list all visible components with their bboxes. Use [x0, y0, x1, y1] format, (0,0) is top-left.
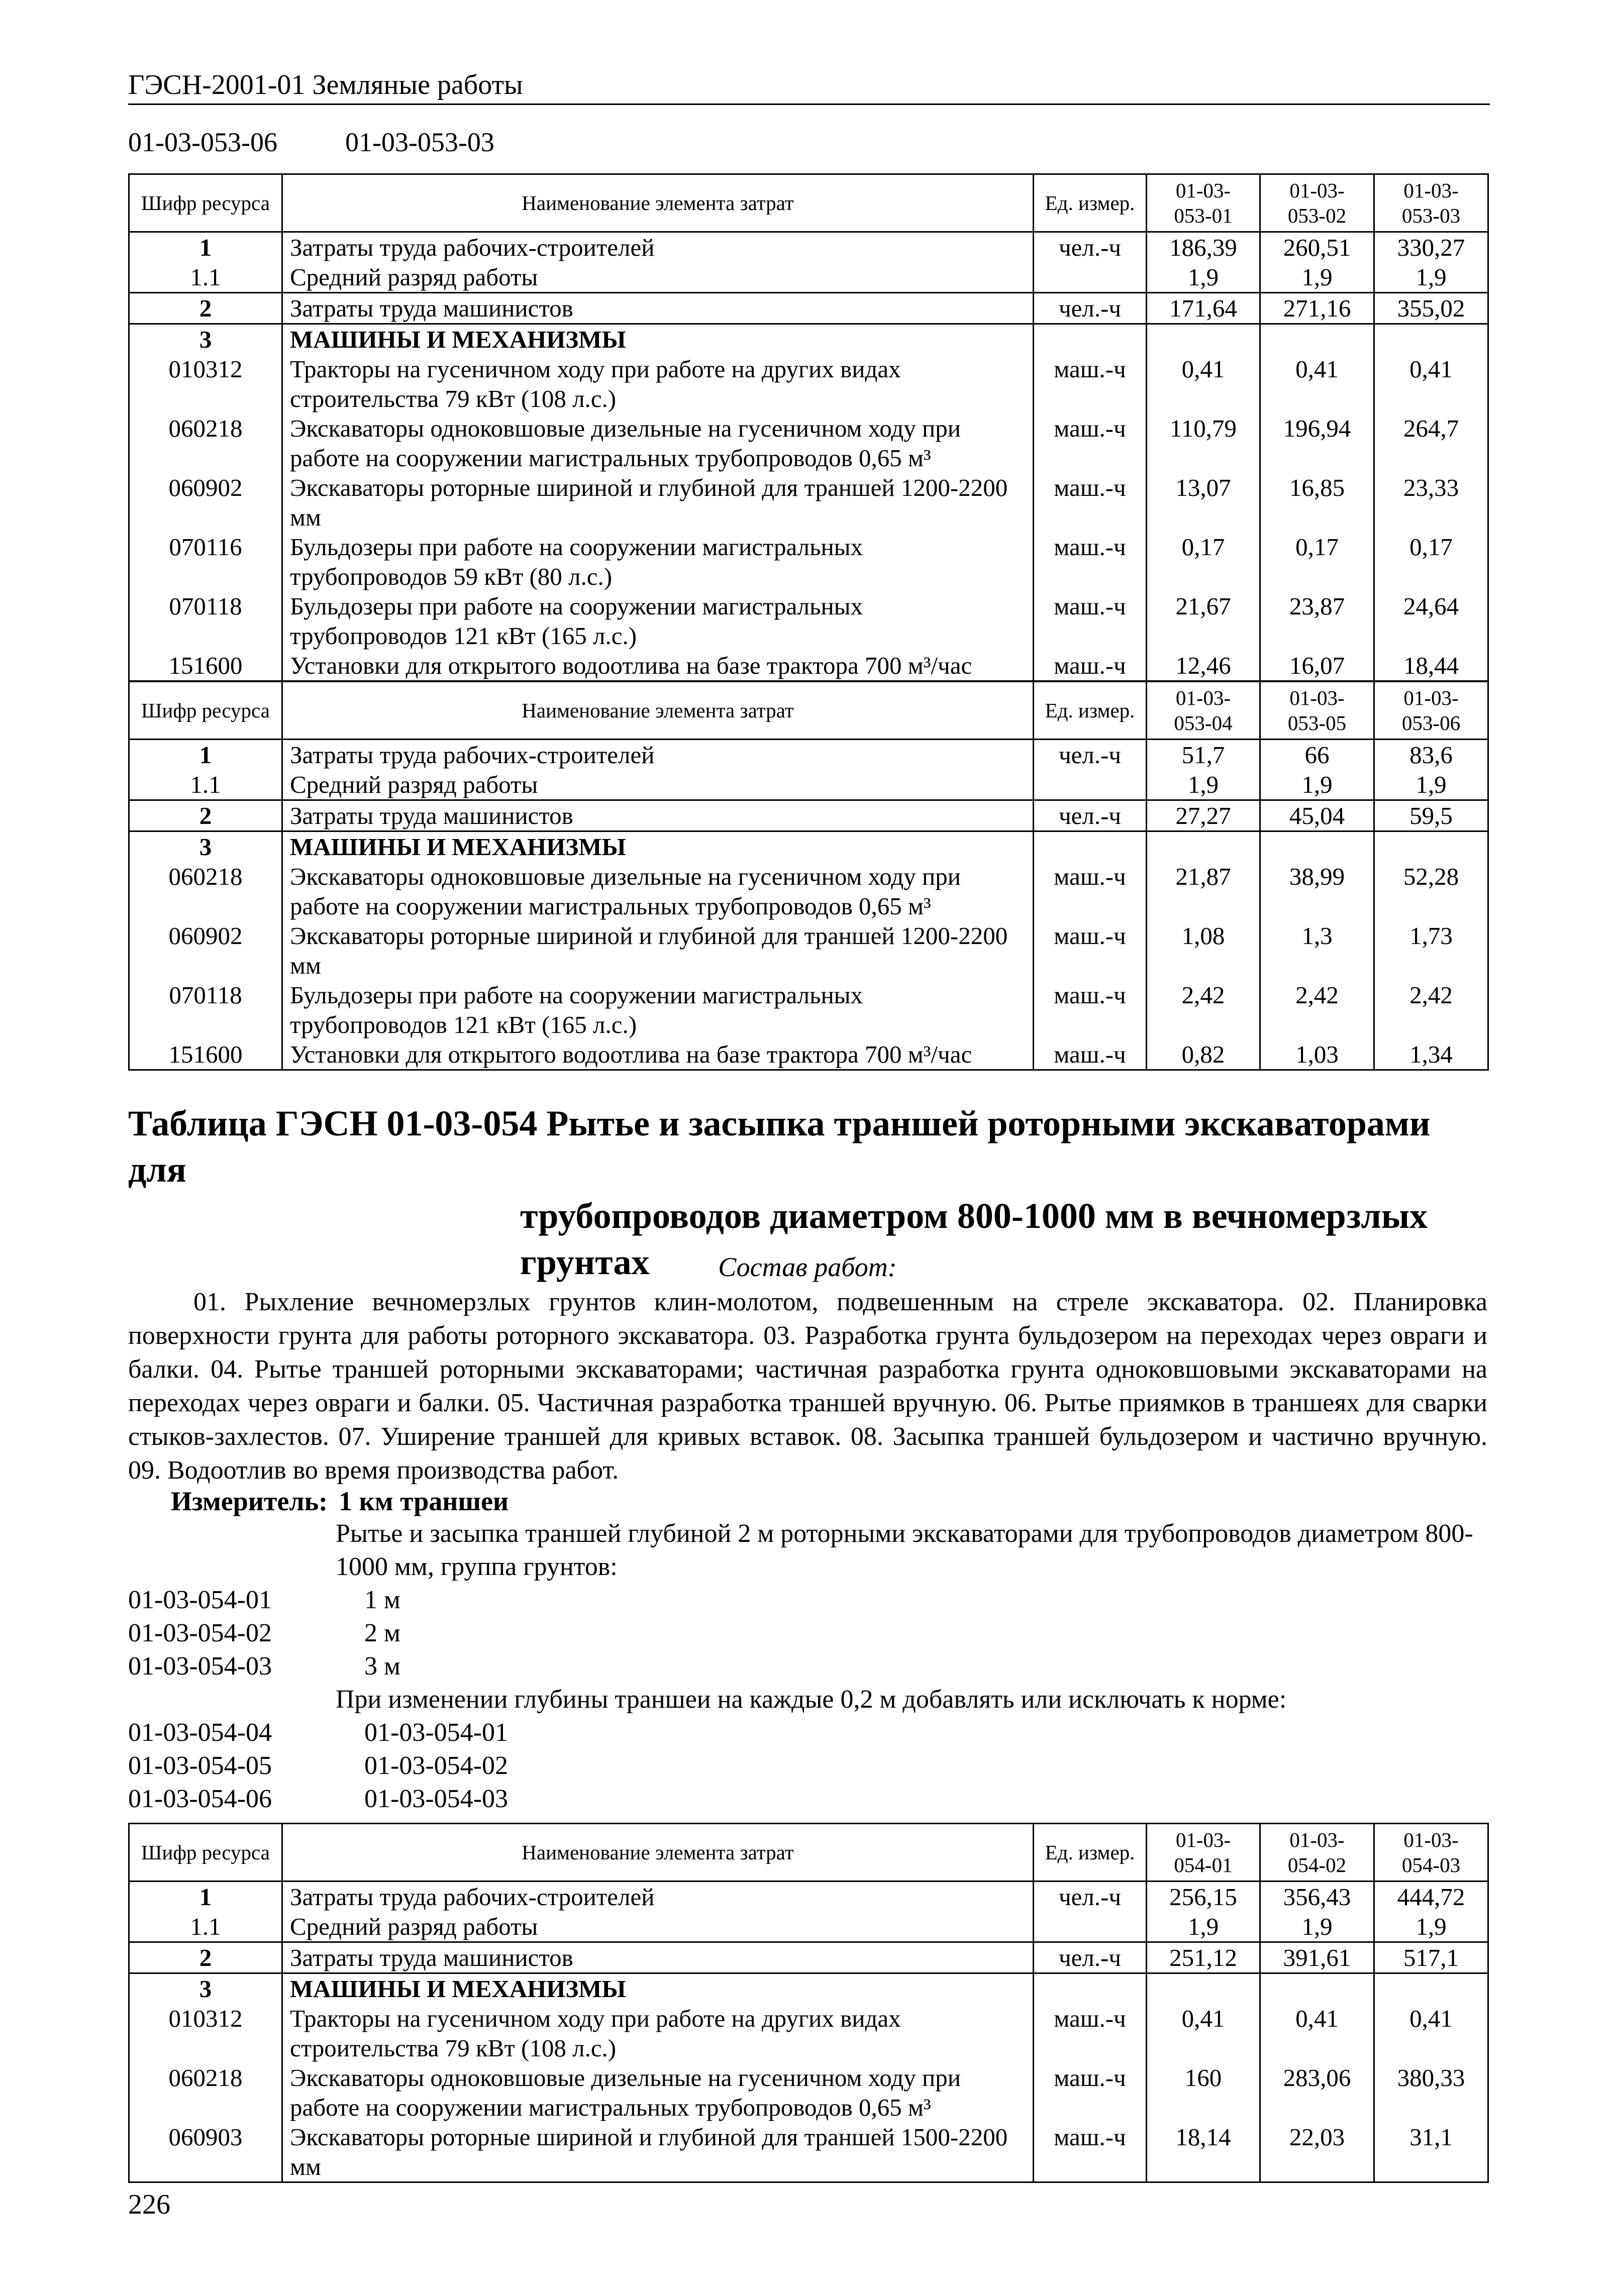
norm-value-cell: 1,3	[1260, 921, 1374, 980]
table-row	[129, 770, 1488, 800]
norm-value-cell: 0,41	[1260, 2004, 1374, 2063]
norm-value-cell: 16,85	[1260, 473, 1374, 532]
norm-value-cell: 21,87	[1147, 862, 1260, 921]
norm-value-cell: 12,46	[1147, 651, 1260, 681]
unit-cell	[1034, 324, 1147, 355]
resource-code-cell: 3	[129, 831, 282, 862]
resource-code-cell: 1	[129, 1882, 282, 1912]
norm-value-cell: 66	[1260, 740, 1374, 770]
unit-cell: маш.-ч	[1034, 532, 1147, 591]
resource-name-cell: Экскаваторы роторные шириной и глубиной для траншей 1200-2200 мм	[282, 921, 1034, 980]
measure-line	[171, 1485, 509, 1518]
resource-name-cell: Установки для открытого водоотлива на базе трактора 700 м³/час	[282, 1039, 1034, 1070]
resource-code-cell: 010312	[129, 354, 282, 413]
resource-code-cell: 070116	[129, 532, 282, 591]
norm-value-cell: 444,72	[1374, 1882, 1488, 1912]
table-row	[129, 921, 1488, 980]
unit-cell: маш.-ч	[1034, 862, 1147, 921]
table-row	[129, 293, 1488, 324]
unit-cell	[1034, 1973, 1147, 2004]
resource-name-cell: Экскаваторы одноковшовые дизельные на гусеничном ходу при работе на сооружении магистральных трубопроводов 0,65 м³	[282, 413, 1034, 473]
table-header-row	[129, 1824, 1488, 1882]
norm-range	[128, 126, 494, 159]
norm-value-cell: 186,39	[1147, 232, 1260, 263]
unit-cell: маш.-ч	[1034, 651, 1147, 681]
resource-name-cell: Экскаваторы одноковшовые дизельные на гусеничном ходу при работе на сооружении магистральных трубопроводов 0,65 м³	[282, 2063, 1034, 2122]
norm-value-cell: 0,17	[1260, 532, 1374, 591]
norm-line	[128, 1650, 400, 1683]
table-row	[129, 1039, 1488, 1070]
table-title-line1: Таблица ГЭСН 01-03-054 Рытье и засыпка траншей роторными экскаваторами для	[128, 1103, 1431, 1190]
unit-cell: маш.-ч	[1034, 2122, 1147, 2182]
norm-value-cell: 160	[1147, 2063, 1260, 2122]
running-title: ГЭСН-2001-01 Земляные работы	[128, 67, 1490, 105]
norm-value-cell: 271,16	[1260, 293, 1374, 324]
norm-line	[128, 1584, 400, 1617]
table-row	[129, 591, 1488, 651]
table-row	[129, 831, 1488, 862]
resource-code-cell: 151600	[129, 651, 282, 681]
norm-value-cell: 1,9	[1260, 262, 1374, 293]
unit-cell: чел.-ч	[1034, 1882, 1147, 1912]
unit-cell: чел.-ч	[1034, 293, 1147, 324]
resource-name-cell: Экскаваторы роторные шириной и глубиной для траншей 1200-2200 мм	[282, 473, 1034, 532]
col-header-code: Шифр ресурса	[129, 174, 282, 232]
table-row	[129, 473, 1488, 532]
col-header-name: Наименование элемента затрат	[282, 174, 1034, 232]
norm-value-cell: 18,14	[1147, 2122, 1260, 2182]
norm-value-cell: 1,08	[1147, 921, 1260, 980]
norm-value-cell	[1374, 324, 1488, 355]
resource-name-cell: Бульдозеры при работе на сооружении магистральных трубопроводов 121 кВт (165 л.с.)	[282, 980, 1034, 1039]
norm-value-cell: 1,9	[1147, 1912, 1260, 1942]
col-header-unit: Ед. измер.	[1034, 174, 1147, 232]
norm-value-cell: 21,67	[1147, 591, 1260, 651]
norm-value-cell	[1374, 1973, 1488, 2004]
resource-name-cell: Средний разряд работы	[282, 1912, 1034, 1942]
resource-code-cell: 060218	[129, 862, 282, 921]
page-number: 226	[128, 2189, 170, 2220]
norm-value-cell: 1,03	[1260, 1039, 1374, 1070]
unit-cell: чел.-ч	[1034, 740, 1147, 770]
norm-code: 01-03-054-02	[128, 1619, 272, 1647]
resource-name-cell: Затраты труда машинистов	[282, 800, 1034, 831]
norm-value-cell: 31,1	[1374, 2122, 1488, 2182]
col-header-norm: 01-03- 053-03	[1374, 174, 1488, 232]
resource-code-cell: 1.1	[129, 1912, 282, 1942]
norm-value-cell: 0,82	[1147, 1039, 1260, 1070]
resource-code-cell: 3	[129, 324, 282, 355]
unit-cell: маш.-ч	[1034, 2063, 1147, 2122]
norm-value-cell: 1,9	[1147, 770, 1260, 800]
norm-code: 01-03-054-05	[128, 1751, 272, 1780]
norm-value: 3 м	[364, 1652, 400, 1681]
composition-text: 01. Рыхление вечномерзлых грунтов клин-молотом, подвешенным на стреле экскаватора. 02. Планировка поверхности грунта для работы роторного экскаватора. 03. Разработка грунта бульдозером на переходах через овраги и балки. 04. Рытье траншей роторными экскаваторами; частичная разработка грунта одноковшовыми экскаваторами на переходах через овраги и балки. 05. Частичная разработка траншей вручную. 06. Рытье приямков в траншеях для сварки стыков-захлестов. 07. Уширение траншей для кривых вставок. 08. Засыпка траншей бульдозером и частично вручную. 09. Водоотлив во время производства работ.	[128, 1288, 1487, 1485]
norm-line	[128, 1716, 508, 1749]
norm-value-cell	[1260, 831, 1374, 862]
table-row	[129, 2122, 1488, 2182]
norm-value: 2 м	[364, 1619, 400, 1647]
table-row	[129, 740, 1488, 770]
norm-value-cell: 1,9	[1374, 262, 1488, 293]
col-header-norm: 01-03- 054-02	[1260, 1824, 1374, 1882]
norm-value-cell: 0,17	[1374, 532, 1488, 591]
norm-value-cell: 1,9	[1374, 1912, 1488, 1942]
resource-table-053-04-06	[128, 681, 1489, 1071]
resource-code-cell: 3	[129, 1973, 282, 2004]
resource-name-cell: Экскаваторы роторные шириной и глубиной для траншей 1500-2200 мм	[282, 2122, 1034, 2182]
col-header-norm: 01-03- 054-03	[1374, 1824, 1488, 1882]
norm-value: 01-03-054-02	[364, 1751, 508, 1780]
table-row	[129, 413, 1488, 473]
norm-value-cell	[1147, 1973, 1260, 2004]
norm-value-cell: 2,42	[1374, 980, 1488, 1039]
measure-value: 1 км траншеи	[339, 1486, 509, 1516]
unit-cell	[1034, 262, 1147, 293]
norm-value-cell: 256,15	[1147, 1882, 1260, 1912]
col-header-unit: Ед. измер.	[1034, 1824, 1147, 1882]
unit-cell	[1034, 831, 1147, 862]
norm-value-cell: 356,43	[1260, 1882, 1374, 1912]
col-header-unit: Ед. измер.	[1034, 682, 1147, 740]
norm-description: Рытье и засыпка траншей глубиной 2 м роторными экскаваторами для трубопроводов диаметром 800-1000 мм, группа грунтов:	[336, 1519, 1473, 1581]
resource-name-cell: Затраты труда рабочих-строителей	[282, 232, 1034, 263]
unit-cell: маш.-ч	[1034, 354, 1147, 413]
resource-code-cell: 2	[129, 1942, 282, 1973]
unit-cell: маш.-ч	[1034, 473, 1147, 532]
unit-cell: маш.-ч	[1034, 413, 1147, 473]
norm-value-cell: 24,64	[1374, 591, 1488, 651]
norm-value-cell: 23,87	[1260, 591, 1374, 651]
table-header-row	[129, 682, 1488, 740]
resource-code-cell: 010312	[129, 2004, 282, 2063]
norm-value-cell: 0,41	[1374, 2004, 1488, 2063]
resource-name-cell: Затраты труда машинистов	[282, 293, 1034, 324]
norm-code: 01-03-054-01	[128, 1586, 272, 1614]
resource-name-cell: Средний разряд работы	[282, 262, 1034, 293]
norm-value-cell: 1,34	[1374, 1039, 1488, 1070]
resource-code-cell: 151600	[129, 1039, 282, 1070]
norm-value-cell: 2,42	[1147, 980, 1260, 1039]
norm-value: 1 м	[364, 1586, 400, 1614]
norm-value-cell: 45,04	[1260, 800, 1374, 831]
norm-value-cell: 0,41	[1374, 354, 1488, 413]
resource-table-053-01-03	[128, 173, 1489, 682]
measure-label: Измеритель:	[171, 1486, 328, 1516]
norm-value-cell: 27,27	[1147, 800, 1260, 831]
norm-value: 01-03-054-01	[364, 1718, 508, 1747]
table-row	[129, 262, 1488, 293]
norm-value-cell: 391,61	[1260, 1942, 1374, 1973]
resource-name-cell: Бульдозеры при работе на сооружении магистральных трубопроводов 121 кВт (165 л.с.)	[282, 591, 1034, 651]
resource-name-cell: Бульдозеры при работе на сооружении магистральных трубопроводов 59 кВт (80 л.с.)	[282, 532, 1034, 591]
resource-code-cell: 1.1	[129, 770, 282, 800]
unit-cell: чел.-ч	[1034, 800, 1147, 831]
norm-value-cell: 13,07	[1147, 473, 1260, 532]
col-header-norm: 01-03- 053-05	[1260, 682, 1374, 740]
norm-value-cell: 380,33	[1374, 2063, 1488, 2122]
norm-line	[128, 1783, 508, 1816]
resource-name-cell: Средний разряд работы	[282, 770, 1034, 800]
table-row	[129, 1882, 1488, 1912]
col-header-norm: 01-03- 053-04	[1147, 682, 1260, 740]
norm-value-cell: 283,06	[1260, 2063, 1374, 2122]
unit-cell	[1034, 1912, 1147, 1942]
norm-value-cell: 260,51	[1260, 232, 1374, 263]
table-row	[129, 324, 1488, 355]
norm-value-cell	[1260, 324, 1374, 355]
resource-code-cell: 1.1	[129, 262, 282, 293]
table-row	[129, 2004, 1488, 2063]
col-header-norm: 01-03- 053-02	[1260, 174, 1374, 232]
resource-name-cell: МАШИНЫ И МЕХАНИЗМЫ	[282, 1973, 1034, 2004]
col-header-norm: 01-03- 053-06	[1374, 682, 1488, 740]
norm-value-cell: 38,99	[1260, 862, 1374, 921]
norm-value-cell	[1147, 831, 1260, 862]
unit-cell: маш.-ч	[1034, 1039, 1147, 1070]
resource-name-cell: Установки для открытого водоотлива на базе трактора 700 м³/час	[282, 651, 1034, 681]
norm-value-cell: 23,33	[1374, 473, 1488, 532]
table-row	[129, 1912, 1488, 1942]
norm-value-cell	[1147, 324, 1260, 355]
norm-code: 01-03-054-04	[128, 1718, 272, 1747]
norm-value-cell: 83,6	[1374, 740, 1488, 770]
table-row	[129, 1973, 1488, 2004]
norm-change-description: При изменении глубины траншеи на каждые 0,2 м добавлять или исключать к норме:	[336, 1685, 1287, 1714]
norm-value-cell: 59,5	[1374, 800, 1488, 831]
col-header-code: Шифр ресурса	[129, 682, 282, 740]
norm-value-cell: 355,02	[1374, 293, 1488, 324]
norm-value: 01-03-054-03	[364, 1785, 508, 1813]
resource-name-cell: Затраты труда рабочих-строителей	[282, 740, 1034, 770]
unit-cell	[1034, 770, 1147, 800]
norm-value-cell: 1,73	[1374, 921, 1488, 980]
col-header-name: Наименование элемента затрат	[282, 1824, 1034, 1882]
unit-cell: маш.-ч	[1034, 591, 1147, 651]
resource-code-cell: 060902	[129, 921, 282, 980]
resource-code-cell: 2	[129, 293, 282, 324]
norm-line	[128, 1617, 400, 1650]
range-to: 01-03-053-03	[345, 127, 494, 157]
norm-value-cell: 251,12	[1147, 1942, 1260, 1973]
norm-value-cell: 171,64	[1147, 293, 1260, 324]
col-header-code: Шифр ресурса	[129, 1824, 282, 1882]
resource-code-cell: 1	[129, 232, 282, 263]
norm-value-cell: 517,1	[1374, 1942, 1488, 1973]
table-header-row	[129, 174, 1488, 232]
table-row	[129, 354, 1488, 413]
norm-code: 01-03-054-03	[128, 1652, 272, 1681]
norm-value-cell: 0,17	[1147, 532, 1260, 591]
unit-cell: маш.-ч	[1034, 921, 1147, 980]
norm-value-cell	[1374, 831, 1488, 862]
norm-value-cell: 16,07	[1260, 651, 1374, 681]
resource-name-cell: МАШИНЫ И МЕХАНИЗМЫ	[282, 831, 1034, 862]
table-row	[129, 1942, 1488, 1973]
col-header-norm: 01-03- 054-01	[1147, 1824, 1260, 1882]
table-row	[129, 2063, 1488, 2122]
norm-line	[128, 1749, 508, 1783]
norm-code: 01-03-054-06	[128, 1785, 272, 1813]
resource-name-cell: Тракторы на гусеничном ходу при работе на других видах строительства 79 кВт (108 л.с.)	[282, 2004, 1034, 2063]
table-title-line2: трубопроводов диаметром 800-1000 мм в вечномерзлых грунтах	[520, 1196, 1428, 1282]
resource-name-cell: МАШИНЫ И МЕХАНИЗМЫ	[282, 324, 1034, 355]
table-row	[129, 651, 1488, 681]
resource-code-cell: 060903	[129, 2122, 282, 2182]
norm-value-cell: 0,41	[1147, 354, 1260, 413]
resource-name-cell: Затраты труда машинистов	[282, 1942, 1034, 1973]
resource-code-cell: 070118	[129, 980, 282, 1039]
unit-cell: маш.-ч	[1034, 980, 1147, 1039]
resource-table-054	[128, 1823, 1489, 2183]
resource-code-cell: 1	[129, 740, 282, 770]
table-row	[129, 800, 1488, 831]
table-row	[129, 532, 1488, 591]
norm-value-cell: 22,03	[1260, 2122, 1374, 2182]
norm-value-cell: 2,42	[1260, 980, 1374, 1039]
table-row	[129, 862, 1488, 921]
range-from: 01-03-053-06	[128, 127, 277, 157]
unit-cell: чел.-ч	[1034, 232, 1147, 263]
resource-code-cell: 060218	[129, 413, 282, 473]
table-row	[129, 232, 1488, 263]
norm-value-cell: 0,41	[1147, 2004, 1260, 2063]
resource-code-cell: 070118	[129, 591, 282, 651]
unit-cell: маш.-ч	[1034, 2004, 1147, 2063]
resource-name-cell: Затраты труда рабочих-строителей	[282, 1882, 1034, 1912]
norm-value-cell: 330,27	[1374, 232, 1488, 263]
col-header-norm: 01-03- 053-01	[1147, 174, 1260, 232]
resource-name-cell: Экскаваторы одноковшовые дизельные на гусеничном ходу при работе на сооружении магистральных трубопроводов 0,65 м³	[282, 862, 1034, 921]
norm-value-cell: 51,7	[1147, 740, 1260, 770]
norm-value-cell: 264,7	[1374, 413, 1488, 473]
norm-value-cell: 52,28	[1374, 862, 1488, 921]
norm-value-cell: 1,9	[1374, 770, 1488, 800]
norm-value-cell: 0,41	[1260, 354, 1374, 413]
composition-heading: Состав работ:	[718, 1252, 897, 1282]
resource-code-cell: 2	[129, 800, 282, 831]
norm-value-cell: 1,9	[1147, 262, 1260, 293]
resource-code-cell: 060218	[129, 2063, 282, 2122]
norm-value-cell: 196,94	[1260, 413, 1374, 473]
norm-value-cell: 18,44	[1374, 651, 1488, 681]
col-header-name: Наименование элемента затрат	[282, 682, 1034, 740]
resource-code-cell: 060902	[129, 473, 282, 532]
norm-value-cell: 110,79	[1147, 413, 1260, 473]
norm-value-cell: 1,9	[1260, 1912, 1374, 1942]
table-row	[129, 980, 1488, 1039]
norm-value-cell	[1260, 1973, 1374, 2004]
resource-name-cell: Тракторы на гусеничном ходу при работе на других видах строительства 79 кВт (108 л.с.)	[282, 354, 1034, 413]
norm-value-cell: 1,9	[1260, 770, 1374, 800]
unit-cell: чел.-ч	[1034, 1942, 1147, 1973]
